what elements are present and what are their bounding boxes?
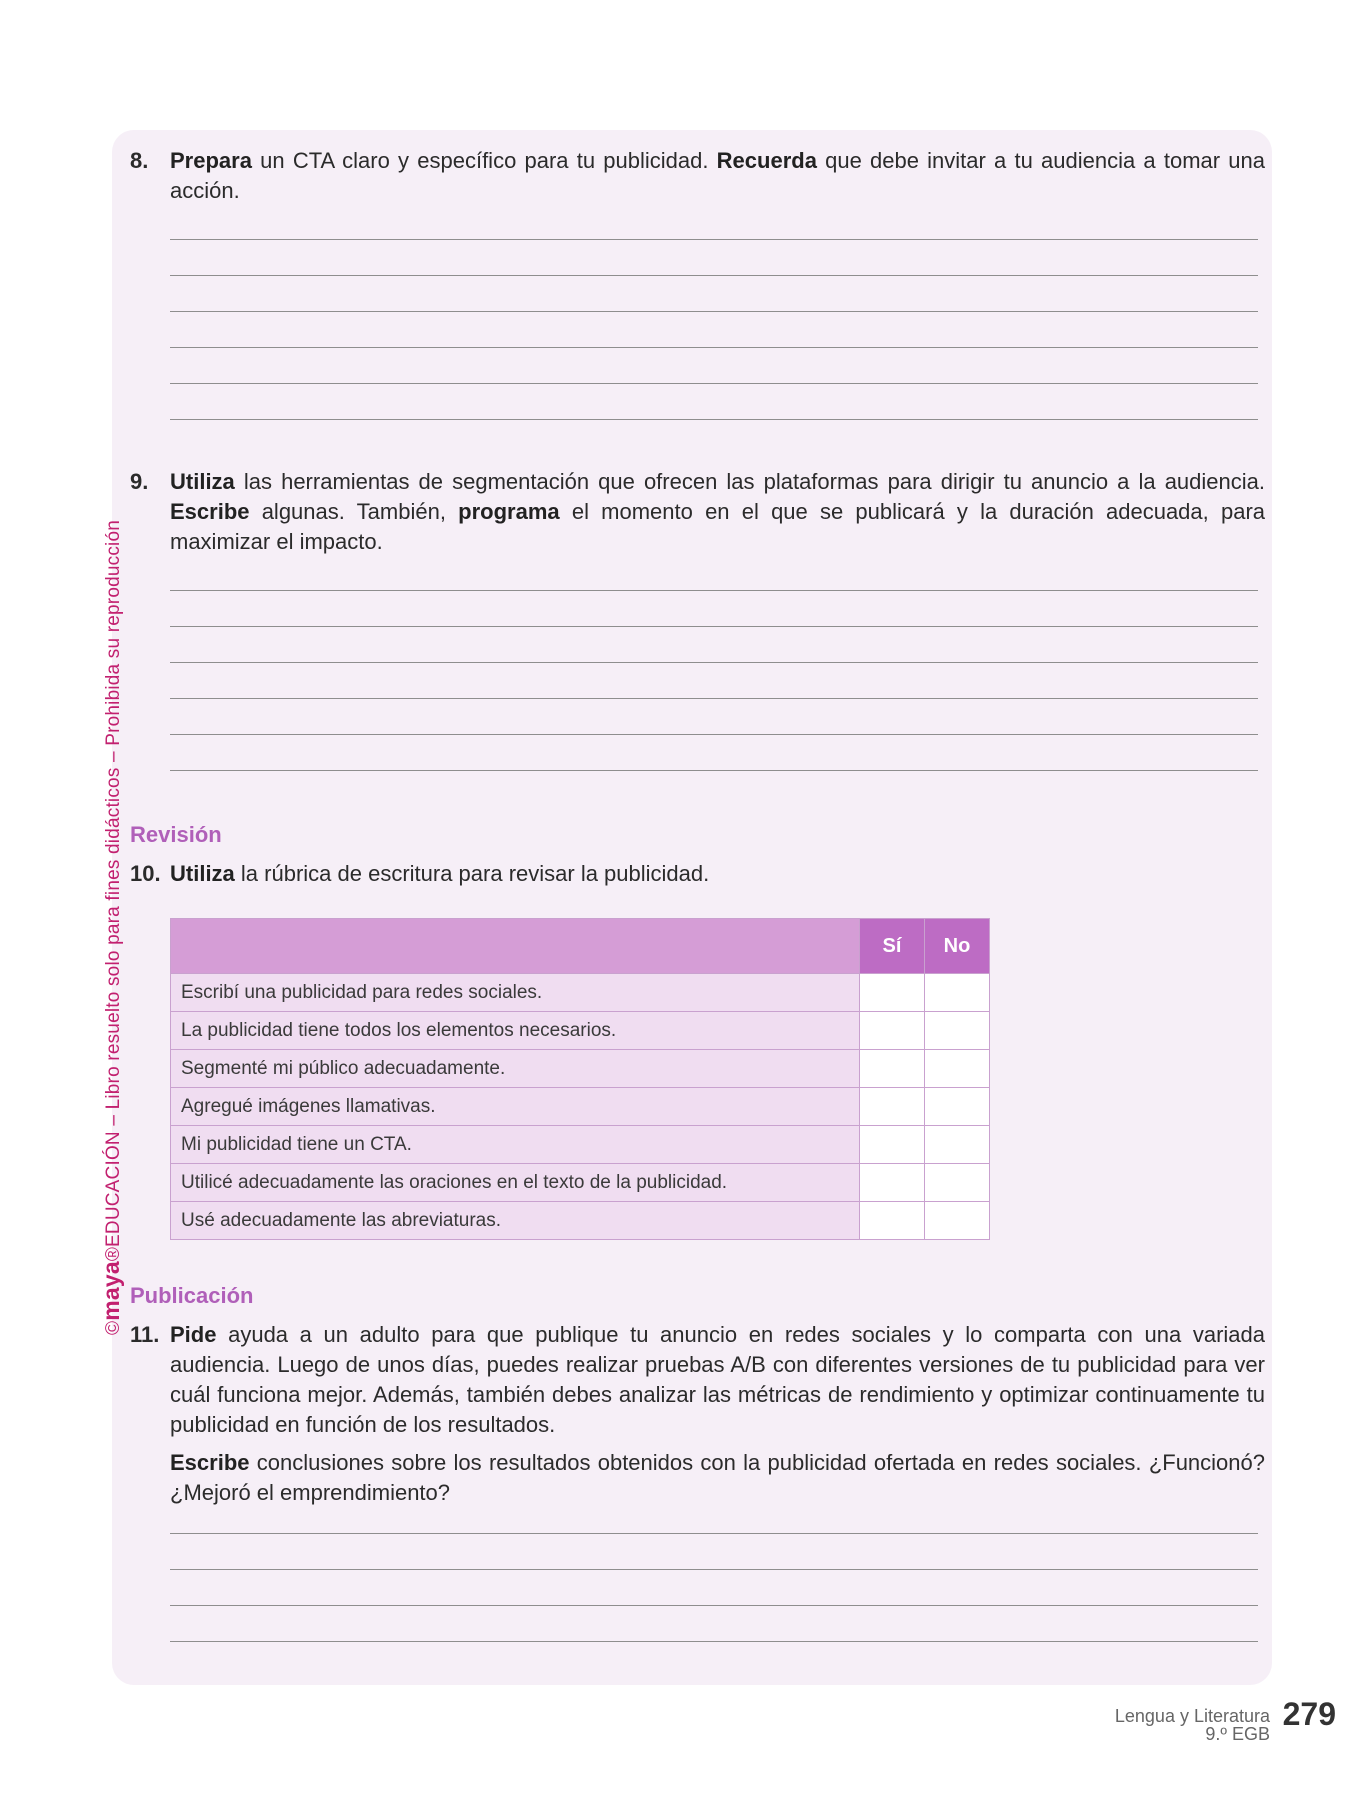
- rubric-criterion: Utilicé adecuadamente las oraciones en el texto de la publicidad.: [171, 1164, 860, 1202]
- rubric-row: [171, 974, 990, 1012]
- keyword: Escribe: [170, 499, 250, 524]
- answer-line[interactable]: [170, 663, 1258, 699]
- answer-line[interactable]: [170, 312, 1258, 348]
- text-run: un CTA claro y específico para tu publicidad.: [251, 148, 717, 173]
- rubric-row: [171, 1050, 990, 1088]
- rubric-row: [171, 1126, 990, 1164]
- rubric-criterion: Segmenté mi público adecuadamente.: [171, 1050, 860, 1088]
- answer-line[interactable]: [170, 240, 1258, 276]
- registered-mark: ®: [103, 1246, 124, 1262]
- question-text: [170, 146, 1265, 206]
- keyword: Utiliza: [170, 469, 235, 494]
- rubric-header-row: [171, 919, 990, 974]
- question-number: 8.: [130, 148, 149, 173]
- rubric-row: [171, 1202, 990, 1240]
- yes-checkbox-cell[interactable]: [860, 1012, 925, 1050]
- answer-line[interactable]: [170, 1606, 1258, 1642]
- answer-lines-11[interactable]: [170, 1498, 1258, 1642]
- question-number: 9.: [130, 469, 149, 494]
- no-checkbox-cell[interactable]: [925, 974, 990, 1012]
- keyword: Escribe: [170, 1450, 250, 1475]
- question-text: [170, 1320, 1265, 1440]
- answer-line[interactable]: [170, 1498, 1258, 1534]
- page-footer: [1114, 1696, 1336, 1744]
- page-number: 279: [1282, 1696, 1336, 1732]
- copyright-notice: EDUCACIÓN – Libro resuelto solo para fines didácticos – Prohibida su reproducción: [103, 520, 124, 1247]
- keyword: Utiliza: [170, 861, 235, 886]
- answer-line[interactable]: [170, 735, 1258, 771]
- question-number: 10.: [130, 861, 161, 886]
- question-10: [130, 859, 1265, 889]
- keyword: programa: [458, 499, 560, 524]
- text-run: el momento en el que se publicará y la duración adecuada, para maximizar el impacto.: [170, 499, 1265, 554]
- rubric-row: [171, 1164, 990, 1202]
- rubric-table: [170, 918, 990, 1240]
- no-checkbox-cell[interactable]: [925, 1012, 990, 1050]
- answer-lines-9[interactable]: [170, 555, 1258, 771]
- rubric-criterion: Escribí una publicidad para redes sociales.: [171, 974, 860, 1012]
- no-column-header: No: [925, 919, 990, 974]
- answer-line[interactable]: [170, 555, 1258, 591]
- answer-line[interactable]: [170, 1570, 1258, 1606]
- yes-column-header: Sí: [860, 919, 925, 974]
- yes-checkbox-cell[interactable]: [860, 1202, 925, 1240]
- footer-subject: Lengua y Literatura: [1114, 1706, 1270, 1726]
- question-text: [170, 859, 1265, 889]
- revision-heading: Revisión: [130, 822, 222, 847]
- rubric-header-blank: [171, 919, 860, 974]
- yes-checkbox-cell[interactable]: [860, 974, 925, 1012]
- text-run: la rúbrica de escritura para revisar la publicidad.: [234, 861, 710, 886]
- answer-line[interactable]: [170, 591, 1258, 627]
- answer-lines-8[interactable]: [170, 204, 1258, 420]
- no-checkbox-cell[interactable]: [925, 1164, 990, 1202]
- copyright-symbol: ©: [103, 1320, 124, 1335]
- question-text: [170, 467, 1265, 557]
- copyright-vertical-text: [98, 520, 125, 1335]
- yes-checkbox-cell[interactable]: [860, 1050, 925, 1088]
- rubric-criterion: Mi publicidad tiene un CTA.: [171, 1126, 860, 1164]
- keyword: Prepara: [170, 148, 252, 173]
- rubric-row: [171, 1088, 990, 1126]
- yes-checkbox-cell[interactable]: [860, 1088, 925, 1126]
- keyword: Recuerda: [716, 148, 817, 173]
- question-8: [130, 146, 1265, 206]
- text-run: que debe invitar a tu audiencia a tomar una acción.: [170, 148, 1265, 203]
- no-checkbox-cell[interactable]: [925, 1088, 990, 1126]
- no-checkbox-cell[interactable]: [925, 1202, 990, 1240]
- question-11: [130, 1320, 1265, 1508]
- answer-line[interactable]: [170, 276, 1258, 312]
- yes-checkbox-cell[interactable]: [860, 1164, 925, 1202]
- rubric-row: [171, 1012, 990, 1050]
- text-run: ayuda a un adulto para que publique tu anuncio en redes sociales y lo comparta con una variada audiencia. Luego de unos días, puedes realizar pruebas A/B con diferentes versiones de tu publicidad para ver cuál funciona mejor. Además, también debes analizar las métricas de rendimiento y optimizar continuamente tu publicidad en función de los resultados.: [170, 1322, 1265, 1437]
- no-checkbox-cell[interactable]: [925, 1050, 990, 1088]
- answer-line[interactable]: [170, 699, 1258, 735]
- rubric-criterion: Agregué imágenes llamativas.: [171, 1088, 860, 1126]
- publicacion-heading: Publicación: [130, 1283, 254, 1308]
- text-run: algunas. También,: [249, 499, 459, 524]
- keyword: Pide: [170, 1322, 217, 1347]
- brand-logo-text: maya: [98, 1261, 124, 1321]
- answer-line[interactable]: [170, 627, 1258, 663]
- rubric-criterion: Usé adecuadamente las abreviaturas.: [171, 1202, 860, 1240]
- yes-checkbox-cell[interactable]: [860, 1126, 925, 1164]
- question-9: [130, 467, 1265, 557]
- text-run: las herramientas de segmentación que ofrecen las plataformas para dirigir tu anuncio a la audiencia.: [234, 469, 1265, 494]
- no-checkbox-cell[interactable]: [925, 1126, 990, 1164]
- answer-line[interactable]: [170, 348, 1258, 384]
- footer-grade: 9.º EGB: [1205, 1724, 1270, 1744]
- rubric-criterion: La publicidad tiene todos los elementos necesarios.: [171, 1012, 860, 1050]
- answer-line[interactable]: [170, 204, 1258, 240]
- text-run: conclusiones sobre los resultados obtenidos con la publicidad ofertada en redes sociales. ¿Funcionó? ¿Mejoró el emprendimiento?: [170, 1450, 1265, 1505]
- answer-line[interactable]: [170, 384, 1258, 420]
- answer-line[interactable]: [170, 1534, 1258, 1570]
- question-number: 11.: [130, 1322, 160, 1347]
